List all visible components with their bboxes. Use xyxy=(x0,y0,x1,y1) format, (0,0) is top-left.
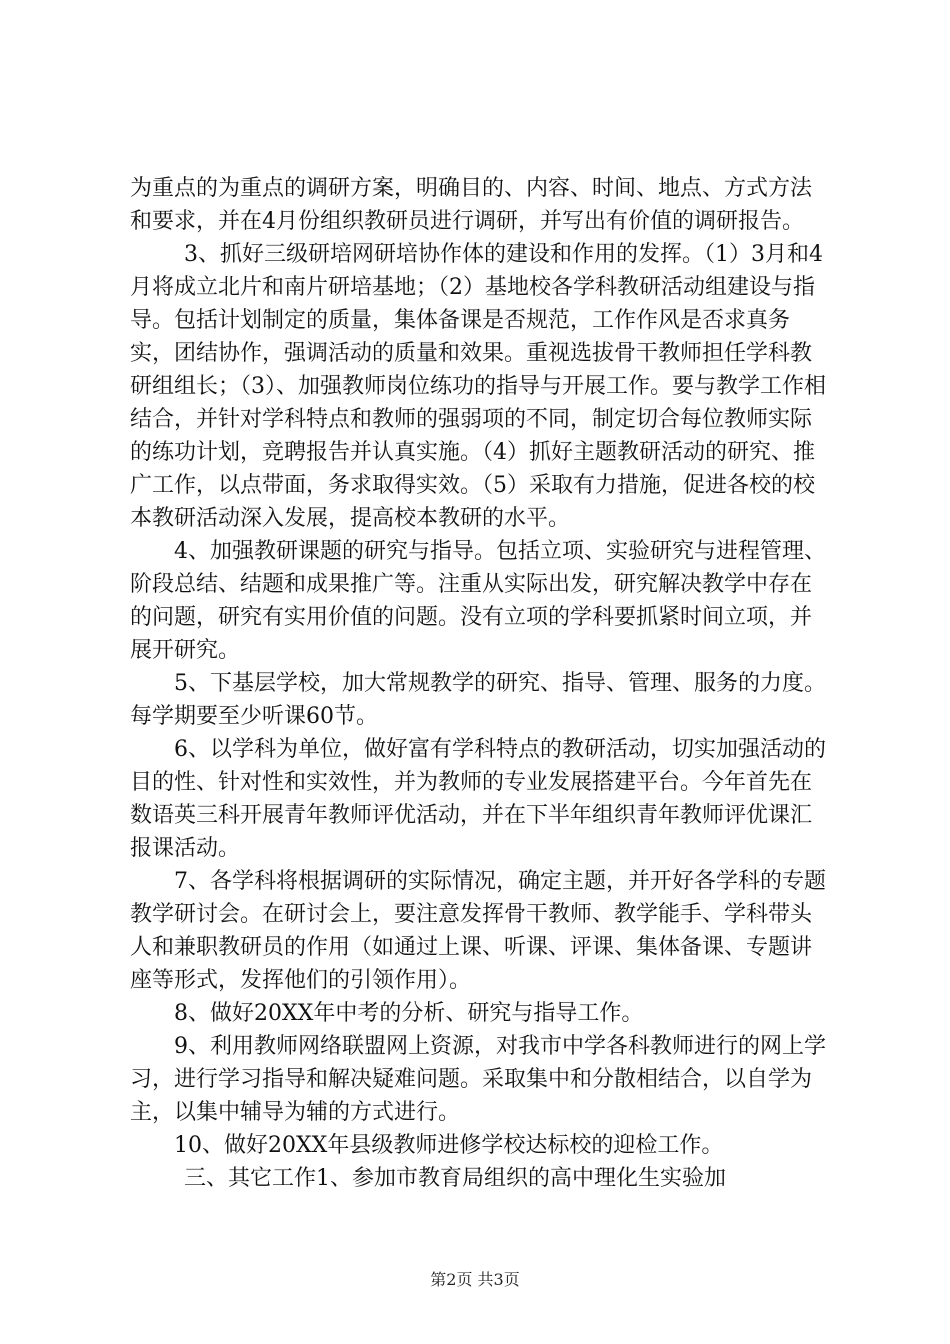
paragraph-item-9: 9、利用教师网络联盟网上资源，对我市中学各科教师进行的网上学习，进行学习指导和解决疑难问题。采取集中和分散相结合，以自学为主，以集中辅导为辅的方式进行。 xyxy=(130,1034,826,1125)
page-footer: 第2页 共3页 xyxy=(430,1270,520,1289)
paragraph-item-6: 6、以学科为单位，做好富有学科特点的教研活动，切实加强活动的目的性、针对性和实效性，并为教师的专业发展搭建平台。今年首先在数语英三科开展青年教师评优活动，并在下半年组织青年教师评优课汇报课活动。 xyxy=(130,737,826,861)
paragraph-item-8: 8、做好20XX年中考的分析、研究与指导工作。 xyxy=(174,1001,644,1026)
paragraph-item-7: 7、各学科将根据调研的实际情况，确定主题，并开好各学科的专题教学研讨会。在研讨会上，要注意发挥骨干教师、教学能手、学科带头人和兼职教研员的作用（如通过上课、听课、评课、集体备课、专题讲座等形式，发挥他们的引领作用）。 xyxy=(130,869,826,993)
paragraph-section-3: 三、其它工作1、参加市教育局组织的高中理化生实验加 xyxy=(184,1166,726,1191)
paragraph-item-3: 3、抓好三级研培网研培协作体的建设和作用的发挥。（1）3月和4月将成立北片和南片研培基地；（2）基地校各学科教研活动组建设与指导。包括计划制定的质量，集体备课是否规范，工作作风是否求真务实，团结协作，强调活动的质量和效果。重视选拔骨干教师担任学科教研组组长；（3）、加强教师岗位练功的指导与开展工作。要与教学工作相结合，并针对学科特点和教师的强弱项的不同，制定切合每位教师实际的练功计划，竞聘报告并认真实施。（4）抓好主题教研活动的研究、推广工作，以点带面，务求取得实效。（5）采取有力措施，促进各校的校本教研活动深入发展，提高校本教研的水平。 xyxy=(130,242,826,531)
paragraph-continuation: 为重点的为重点的调研方案，明确目的、内容、时间、地点、方式方法和要求，并在4月份组织教研员进行调研，并写出有价值的调研报告。 xyxy=(130,176,813,234)
paragraph-item-5: 5、下基层学校，加大常规教学的研究、指导、管理、服务的力度。每学期要至少听课60节。 xyxy=(130,671,826,729)
document-body xyxy=(130,172,832,1195)
paragraph-item-10: 10、做好20XX年县级教师进修学校达标校的迎检工作。 xyxy=(174,1133,724,1158)
paragraph-item-4: 4、加强教研课题的研究与指导。包括立项、实验研究与进程管理、阶段总结、结题和成果推广等。注重从实际出发，研究解决教学中存在的问题，研究有实用价值的问题。没有立项的学科要抓紧时间立项，并展开研究。 xyxy=(130,539,826,663)
